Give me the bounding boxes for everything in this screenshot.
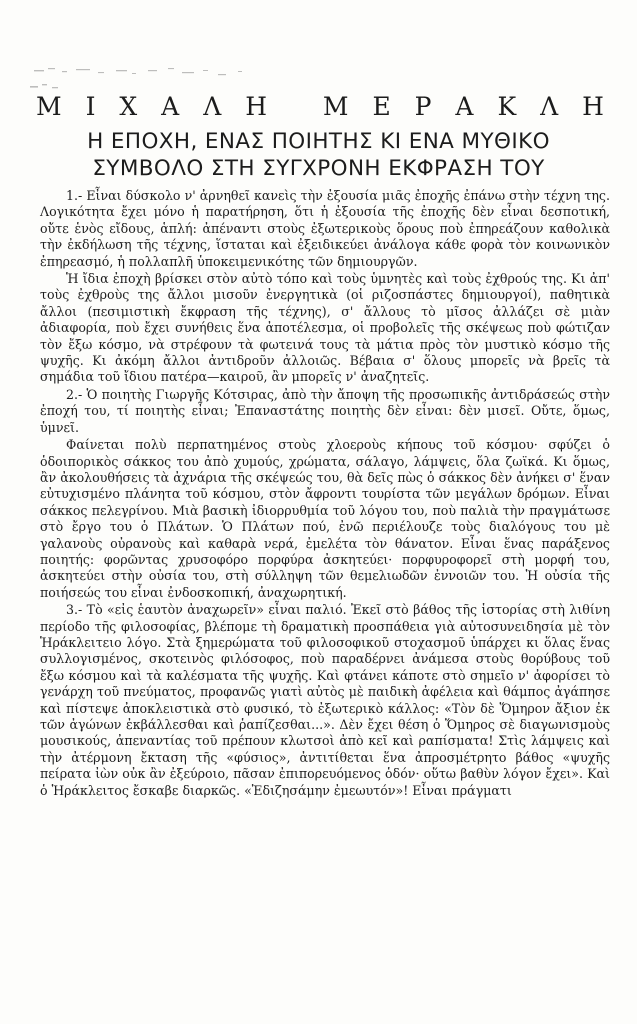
author-letter: Λ <box>540 92 559 121</box>
title-line: Η ΕΠΟΧΗ, ΕΝΑΣ ΠΟΙΗΤΗΣ ΚΙ ΕΝΑ ΜΥΘΙΚΟ <box>87 129 550 154</box>
author-letter: Μ <box>322 92 349 121</box>
article-title <box>30 128 607 182</box>
author-letter: Α <box>161 92 180 121</box>
author-letter: Λ <box>203 92 222 121</box>
scan-smudge-marks <box>28 58 288 92</box>
author-letter: Η <box>245 92 268 121</box>
author-letter: Κ <box>497 92 517 121</box>
article-body <box>40 188 610 800</box>
author-name <box>36 94 604 119</box>
paragraph: 3.- Τὸ «εἰς ἑαυτὸν ἀναχωρεῖν» εἶναι παλιό. Ἐκεῖ στὸ βάθος τῆς ἱστορίας στὴ λιθίνη περίοδο τῆς φιλοσοφίας, βλέπομε τὴ δραματικὴ προσπάθεια γιὰ αὐτοσυνειδησία μὲ τὸν Ἡράκλειτειο λόγο. Στὰ ξημερώματα τοῦ φιλοσοφικοῦ στοχασμοῦ ὑπάρχει κι ὅλας ἕνας συλλογισμένος, σκοτεινὸς φιλόσοφος, ποὺ παραδέρνει ἀνάμεσα στοὺς θορύβους τοῦ ἔξω κόσμου καὶ τὰ καλέσματα τῆς ψυχῆς. Καὶ φτάνει κάποτε στὸ σημεῖο ν' ἀφορίσει τὸ γενάρχη τοῦ πνεύματος, προφανῶς γιατὶ αὐτὸς μὲ παιδικὴ ἀφέλεια καὶ θάμπος ἀγάπησε καὶ πίστεψε ἀποκλειστικὰ στὸ φυσικό, τὸ ἐξωτερικὸ κάλλος: «Τὸν δὲ Ὅμηρον ἄξιον ἐκ τῶν ἀγώνων ἐκβάλλεσθαι καὶ ῥαπίζεσθαι...». Δὲν ἔχει θέση ὁ Ὅμηρος σὲ διαγωνισμοὺς μουσικούς, ἀπεναντίας τοῦ πρέπουν κλωτσοὶ ἀπὸ κεῖ καὶ ραπίσματα! Στὶς λάμψεις καὶ τὴν ἀτέρμονη ἔκταση τῆς «φύσιος», ἀντιτίθεται ἕνα ἀπροσμέτρητο βάθος «ψυχῆς πείρατα ἰὼν οὐκ ἂν ἐξεύροιο, πᾶσαν ἐπιπορευόμενος ὁδόν· οὕτω βαθὺν λόγον ἔχει». Καὶ ὁ Ἡράκλειτος ἔσκαβε διαρκῶς. «Ἐδιζησάμην ἐμεωυτόν»! Εἶναι πράγματι <box>40 602 610 798</box>
title-line: ΣΥΜΒΟΛΟ ΣΤΗ ΣΥΓΧΡΟΝΗ ΕΚΦΡΑΣΗ ΤΟΥ <box>92 156 545 181</box>
paragraph: Ἡ ἴδια ἐποχὴ βρίσκει στὸν αὐτὸ τόπο καὶ τοὺς ὑμνητὲς καὶ τοὺς ἐχθρούς της. Κι ἀπ' τοὺς ἐχθροὺς της ἄλλοι μισοῦν ἐνεργητικὰ (οἱ ριζοσπάστες δημιουργοί), παθητικὰ ἄλλοι (πεσιμιστικὴ ἔκφραση τῆς τέχνης), σ' ἄλλους τὸ μῖσος ἀλλάζει σὲ μιὰν ἀδιαφορία, ποὺ ἔχει συνήθεις ἕνα ἀποτέλεσμα, οἱ προβολεῖς τῆς σκέψεως ποὺ φώτιζαν τὸν ἔξω κόσμο, νὰ στρέφουν τὰ φωτεινά τους τὰ μάτια πρὸς τὸν μυστικὸ κόσμο τῆς ψυχῆς. Κι ἀκόμη ἄλλοι ἀντιδροῦν ἀλλοιῶς. Βέβαια σ' ὅλους μπορεῖς νὰ βρεῖς τὰ σημάδια τοῦ ἴδιου πατέρα—καιροῦ, ἂν μπορεῖς ν' ἀναζητεῖς. <box>40 271 610 385</box>
author-letter: Η <box>582 92 604 121</box>
author-letter: Μ <box>36 92 62 121</box>
paragraph: 1.- Εἶναι δύσκολο ν' ἀρνηθεῖ κανεὶς τὴν ἐξουσία μιᾶς ἐποχῆς ἐπάνω στὴν τέχνη της. Λογικότητα ἔχει μόνο ἡ παρατήρηση, ὅτι ἡ ἐξουσία τῆς ἐποχῆς δὲν εἶναι δεσποτική, οὔτε ἑνὸς εἴδους, ἁπλή: ἀπέναντι στοὺς ἐξωτερικοὺς ὅρους ποὺ ἐπηρεάζουν καθολικὰ τὴν ἐκδήλωση τῆς τέχνης, ἵσταται καὶ ἐξειδικεύει ἀνάλογα κάθε φορὰ τὸν κοινωνικὸν ἐπηρεασμό, ἡ πολλαπλῆ ὑποκειμενικότης τῶν δημιουργῶν. <box>40 188 610 269</box>
author-letter-gap <box>291 94 299 119</box>
author-letter: Ε <box>372 92 391 121</box>
paragraph: 2.- Ὁ ποιητὴς Γιωργῆς Κότσιρας, ἀπὸ τὴν ἄποψη τῆς προσωπικῆς ἀντιδράσεώς στὴν ἐποχή του, τί ποιητὴς εἶναι; Ἐπαναστάτης ποιητὴς δὲν εἶναι: δὲν μισεῖ. Οὔτε, ὅμως, ὑμνεῖ. <box>40 386 610 435</box>
author-letter: Α <box>455 92 474 121</box>
author-letter: Ι <box>85 92 96 121</box>
author-letter: Ρ <box>414 92 432 121</box>
author-letter: Χ <box>119 92 138 121</box>
paragraph: Φαίνεται πολὺ περπατημένος στοὺς χλοεροὺς κήπους τοῦ κόσμου· σφύζει ὁ ὁδοιπορικὸς σάκκος του ἀπὸ χυμούς, χρώματα, σάλαγο, λάμψεις, ὅλα ζωϊκά. Κι ὅμως, ἂν ἀκολουθήσεις τὰ ἀχνάρια τῆς σκέψεώς του, θὰ δεῖς πὼς ὁ σάκκος δὲν ἀνήκει σ' ἕναν εὐτυχισμένο πλάνητα τοῦ κόσμου, στὸν ἄφροντι τουρίστα τῶν μεγάλων δρόμων. Εἶναι σάκκος πελεγρίνου. Μιὰ βασικὴ ἰδιορρυθμία τοῦ λόγου του, ποὺ παλιὰ τὴν πραγμάτωσε στὸ ἔργο του ὁ Πλάτων. Ὁ Πλάτων πού, ἐνῶ περιέλουζε τοὺς διαλόγους του μὲ γαλανοὺς οὐρανοὺς καὶ καθαρὰ νερά, ἐμελέτα τὸν θάνατον. Εἶναι ἕνας παράξενος ποιητής: φορῶντας χρυσοφόρο πορφύρα ἀσκητεύει· πορφυροφορεῖ στὴ μορφή του, ἀσκητεύει στὴν οὐσία του, στὴ σύλληψη τῶν θεμελιωδῶν ἐννοιῶν του. Ἡ οὐσία τῆς ποιήσεώς του εἶναι ἐνδοσκοπική, ἀναχωρητική. <box>40 437 610 600</box>
